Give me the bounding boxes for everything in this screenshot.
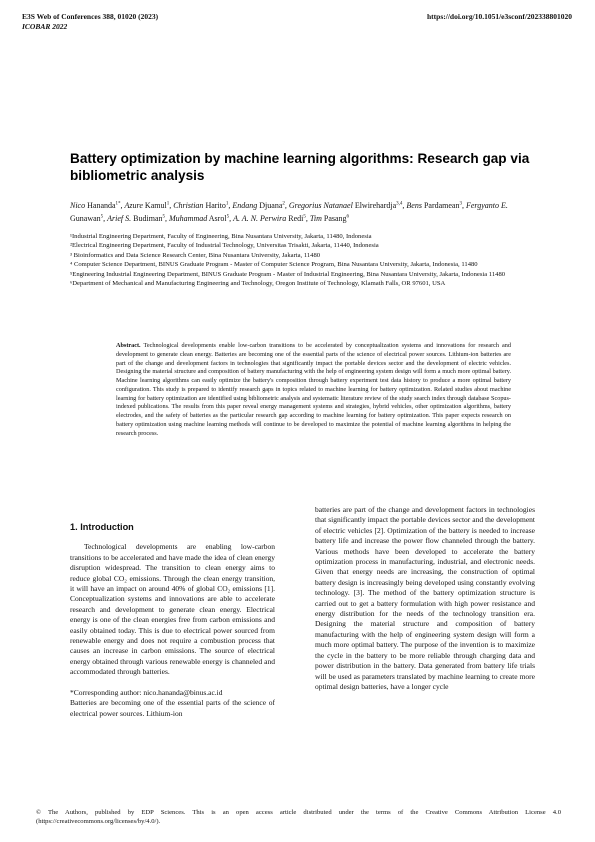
author-name: Nico Hananda$^{1*}$, bbox=[70, 200, 125, 210]
running-header bbox=[22, 12, 158, 32]
affiliation-1: ¹Industrial Engineering Department, Faculty of Engineering, Bina Nusantara University, Jakarta, 11480, Indonesia bbox=[70, 233, 372, 240]
author-name: A. A. N. Perwira Redi$^5$, bbox=[233, 214, 310, 224]
intro-paragraph-1: Technological developments are enabling low-carbon transitions to be accelerated and have made the idea of clean energy disruption widespread. The transition to clean energy aims to reduce global CO₂ emissions. Through the clean energy transition, it will have an impact on around 40% of global CO₂ emissions [1]. Conceptualization systems and innovations are able to accelerate research and development to generate clean energy. Electrical energy is one of the clean energies free from carbon emissions and easily obtained today. This is due to electrical power sourced from renewable energy and does not require a combustion process that causes an increase in carbon emissions. The source of electrical energy obtained through various renewable energy is channeled and accommodated through batteries. bbox=[70, 542, 275, 677]
intro-paragraph-continued: batteries are part of the change and development factors in technologies that significantly impact the portable devices sector and the development of electric vehicles [2]. Optimization of the battery is needed to increase battery life and increase the power flow channeled through the battery. Various methods have been developed to accelerate the battery optimization process in manufacturing, industrial, and electronic needs. Given that energy needs are increasing, the construction of optimal battery design is increasingly being developed using constantly evolving technology. [3]. The method of the battery optimization structure is carried out to get a battery formulation with high power resistance and energy distribution for the needs of the technology transition era. Designing the material structure and composition of battery manufacturing with the help of engineering system design will form a much more optimal battery. The purpose of the invention is to maximize the cycle in the battery to be more reliable through charging data and power distribution in the battery. Data generated from battery life trials will be used as parameters translated by machine learning to create more optimal design batteries, have a longer cycle bbox=[315, 505, 535, 691]
author-name: Christian Harito$^1$, bbox=[173, 200, 233, 210]
doi-link[interactable]: https://doi.org/10.1051/e3sconf/202338801020 bbox=[426, 12, 572, 21]
affiliation-3: ³ Bioinformatics and Data Science Research Center, Bina Nusantara University, Jakarta, 11480 bbox=[70, 251, 321, 259]
author-given-name: Fergyanto E. bbox=[465, 200, 508, 210]
section-heading-introduction: 1. Introduction bbox=[70, 522, 134, 532]
author-name: Arief S. Budiman$^5$, bbox=[107, 214, 169, 224]
author-given-name: Christian bbox=[173, 200, 204, 210]
author-given-name: Gregorius Natanael bbox=[288, 200, 353, 210]
author-given-name: Muhammad bbox=[169, 214, 208, 224]
author-affiliation-mark: 2 bbox=[282, 201, 285, 206]
intro-paragraph-2: Batteries are becoming one of the essential parts of the science of electrical power sources. Lithium-ion bbox=[70, 698, 275, 718]
author-given-name: Bens bbox=[406, 200, 422, 210]
author-affiliation-mark: 1 bbox=[166, 201, 170, 206]
author-affiliation-mark: 6 bbox=[346, 214, 350, 220]
author-given-name: Tim bbox=[309, 214, 322, 224]
license-footer: © The Authors, published by EDP Sciences. This is an open access article distributed under the terms of the Creative Commons Attribution License 4.0 (https://creativecommons.org/licenses/by/4.0/). bbox=[36, 809, 561, 825]
abstract bbox=[116, 342, 511, 438]
author-name: Fergyanto E. Gunawan$^5$, bbox=[70, 200, 508, 224]
author-name: Azure Kamul$^1$, bbox=[124, 200, 174, 210]
author-given-name: Nico bbox=[70, 200, 86, 210]
author-given-name: Azure bbox=[124, 200, 143, 210]
author-name: Endang Djuana$^2$, bbox=[232, 200, 289, 210]
affiliation-6: ⁶Department of Mechanical and Manufacturing Engineering and Technology, Oregon Institute of Technology, Klamath Falls, OR 97601, USA bbox=[70, 280, 446, 288]
author-affiliation-mark: 5 bbox=[100, 214, 104, 220]
abstract-label: Abstract. bbox=[116, 342, 141, 349]
author-name: Bens Pardamean$^3$, bbox=[406, 200, 466, 210]
left-column bbox=[70, 505, 275, 719]
author-affiliation-mark: 1* bbox=[115, 201, 121, 206]
paper-title: Battery optimization by machine learning algorithms: Research gap via bibliometric analysis bbox=[70, 151, 530, 183]
affiliation-2: ²Electrical Engineering Department, Faculty of Industrial Technology, Universitas Trisakti, Jakarta, 11440, Indonesia bbox=[70, 242, 379, 250]
author-list bbox=[70, 198, 540, 225]
affiliation-4: ⁴ Computer Science Department, BINUS Graduate Program - Master of Computer Science Program, Bina Nusantara University, Jakarta, Indonesia, 11480 bbox=[70, 261, 478, 269]
author-affiliation-mark: 3,4 bbox=[396, 201, 403, 206]
abstract-text: Technological developments enable low-carbon transitions to be accelerated by conceptualization systems and innovations for research and development to generate clean energy. Batteries are becoming one of the essential parts of the science of electrical power sources. Lithium-ion batteries are part of the change and development factors in technologies that significantly impact the portable devices sector and the development of electric vehicles. Designing the material structure and composition of battery manufacturing with the help of engineering system design will form a much more optimal battery. Machine learning algorithms can easily optimize the battery's composition through battery experiment test data history to produce a more optimal battery configuration. This study is prepared to identify research gaps in topics related to machine learning for battery optimization. Related studies about machine learning for battery optimization are identified using bibliometric analysis and systematic literature review of the study search index through database Scopus-indexed publications. The results from this paper reveal energy management systems and strategies, hybrid vehicles, other optimization algorithms, battery electrodes, and the safety of batteries as the particular research gap according to machine learning for battery optimization. This paper expects research on battery optimization using machine learning methods will continue to be developed to maximize the potential of machine learning algorithms in helping the research process. bbox=[116, 342, 511, 437]
event-name: ICOBAR 2022 bbox=[22, 22, 68, 31]
author-affiliation-mark: 5 bbox=[303, 214, 306, 220]
author-given-name: Arief S. bbox=[107, 214, 132, 224]
right-column bbox=[315, 505, 535, 692]
author-affiliation-mark: 3 bbox=[459, 201, 462, 206]
corresponding-author: *Corresponding author: nico.hananda@binus.ac.id bbox=[70, 687, 223, 697]
conference-name: E3S Web of Conferences 388, 01020 (2023) bbox=[22, 12, 159, 21]
author-given-name: A. A. N. Perwira bbox=[233, 214, 287, 224]
author-affiliation-mark: 5 bbox=[226, 214, 230, 220]
author-given-name: Endang bbox=[232, 200, 258, 210]
affiliation-5: ⁵Engineering Industrial Engineering Department, BINUS Graduate Program - Master of Industrial Engineering, Bina Nusantara University, Jakarta, Indonesia 11480 bbox=[70, 270, 506, 278]
author-name: Muhammad Asrol$^5$, bbox=[169, 214, 234, 224]
author-affiliation-mark: 5 bbox=[162, 214, 165, 220]
author-affiliation-mark: 1 bbox=[225, 201, 229, 206]
affiliation-list bbox=[70, 232, 540, 288]
author-name: Tim Pasang$^6$ bbox=[309, 214, 350, 224]
author-name: Gregorius Natanael Elwirehardja$^{3,4}$, bbox=[288, 200, 407, 210]
